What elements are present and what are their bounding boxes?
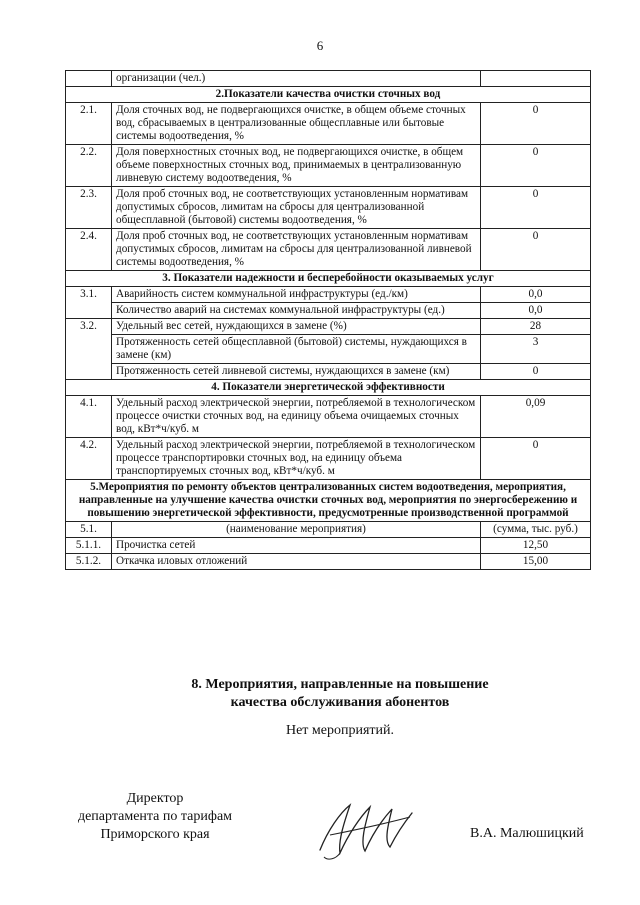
table-row bbox=[66, 145, 591, 187]
table-row bbox=[66, 396, 591, 438]
row-value: 0 bbox=[481, 364, 591, 380]
row-number: 4.2. bbox=[66, 438, 112, 480]
page-number: 6 bbox=[316, 38, 324, 53]
section2-title: 2.Показатели качества очистки сточных вод bbox=[66, 87, 591, 103]
row-text: Протяженность сетей общесплавной (бытовой) системы, нуждающихся в замене (км) bbox=[112, 335, 481, 364]
table-row bbox=[66, 71, 591, 87]
table-row bbox=[66, 538, 591, 554]
signatory-title-line: Директор bbox=[126, 791, 184, 806]
row-number: 4.1. bbox=[66, 396, 112, 438]
section-header-row bbox=[66, 271, 591, 287]
row-number bbox=[66, 71, 112, 87]
table-row bbox=[66, 229, 591, 271]
section-header-row bbox=[66, 480, 591, 522]
row-number: 5.1.1. bbox=[66, 538, 112, 554]
column-header: (наименование мероприятия) bbox=[112, 522, 481, 538]
indicators-table bbox=[65, 70, 591, 570]
row-text: Доля поверхностных сточных вод, не подвергающихся очистке, в общем объеме поверхностных сточных вод, принимаемых в централизованную ливневую систему водоотведения, % bbox=[112, 145, 481, 187]
row-text: Протяженность сетей ливневой системы, нуждающихся в замене (км) bbox=[112, 364, 481, 380]
handwritten-signature bbox=[310, 795, 420, 865]
row-text: Количество аварий на системах коммунальной инфраструктуры (ед.) bbox=[112, 303, 481, 319]
section4-title: 4. Показатели энергетической эффективности bbox=[66, 380, 591, 396]
row-value: 0,0 bbox=[481, 287, 591, 303]
row-text: Удельный расход электрической энергии, потребляемой в технологическом процессе транспортировки сточных вод, на единицу объема транспортируемых сточных вод, кВт*ч/куб. м bbox=[112, 438, 481, 480]
row-text: Удельный вес сетей, нуждающихся в замене (%) bbox=[112, 319, 481, 335]
section-header-row bbox=[66, 380, 591, 396]
row-text: Прочистка сетей bbox=[112, 538, 481, 554]
section5-title: 5.Мероприятия по ремонту объектов централизованных систем водоотведения, мероприятия, направленные на улучшение качества очистки сточных вод, мероприятия по энергосбережению и повышению энергетической эффективности, предусмотренные производственной программой bbox=[66, 480, 591, 522]
row-value: 0 bbox=[481, 229, 591, 271]
signatory-title bbox=[55, 790, 255, 844]
section8-text: Нет мероприятий. bbox=[285, 723, 395, 738]
row-number: 5.1.2. bbox=[66, 554, 112, 570]
row-text: Доля проб сточных вод, не соответствующих установленным нормативам допустимых сбросов, лимитам на сбросы для централизованной ливневой системы водоотведения, % bbox=[112, 229, 481, 271]
table-row bbox=[66, 187, 591, 229]
section3-title: 3. Показатели надежности и бесперебойности оказываемых услуг bbox=[66, 271, 591, 287]
row-text: Аварийность систем коммунальной инфраструктуры (ед./км) bbox=[112, 287, 481, 303]
table-row bbox=[66, 335, 591, 364]
row-value: 0,09 bbox=[481, 396, 591, 438]
row-value: 0,0 bbox=[481, 303, 591, 319]
row-value: 28 bbox=[481, 319, 591, 335]
section8-heading bbox=[0, 676, 640, 712]
signatory-title-line: департамента по тарифам bbox=[77, 809, 233, 824]
row-value: 0 bbox=[481, 438, 591, 480]
row-text: Удельный расход электрической энергии, потребляемой в технологическом процессе очистки сточных вод, на единицу объема очищаемых сточных вод, кВт*ч/куб. м bbox=[112, 396, 481, 438]
table-row bbox=[66, 438, 591, 480]
row-text: Доля сточных вод, не подвергающихся очистке, в общем объеме сточных вод, сбрасываемых в централизованные общесплавные или бытовые системы водоотведения, % bbox=[112, 103, 481, 145]
row-number: 3.1. bbox=[66, 287, 112, 319]
table-row bbox=[66, 303, 591, 319]
row-value: 12,50 bbox=[481, 538, 591, 554]
section8-heading-text: 8. Мероприятия, направленные на повышение качества обслуживания абонентов bbox=[191, 677, 489, 710]
row-text: Откачка иловых отложений bbox=[112, 554, 481, 570]
row-value: 15,00 bbox=[481, 554, 591, 570]
row-value: 0 bbox=[481, 187, 591, 229]
row-number: 5.1. bbox=[66, 522, 112, 538]
row-number: 2.4. bbox=[66, 229, 112, 271]
table-row bbox=[66, 103, 591, 145]
column-header: (сумма, тыс. руб.) bbox=[481, 522, 591, 538]
signatory-title-line: Приморского края bbox=[100, 827, 210, 842]
table-row bbox=[66, 287, 591, 303]
signatory-name: В.А. Малюшицкий bbox=[470, 826, 584, 841]
table-row bbox=[66, 319, 591, 335]
row-text: Доля проб сточных вод, не соответствующих установленным нормативам допустимых сбросов, лимитам на сбросы для централизованной общесплавной (бытовой) системы водоотведения, % bbox=[112, 187, 481, 229]
row-number: 2.3. bbox=[66, 187, 112, 229]
row-number: 2.1. bbox=[66, 103, 112, 145]
row-value: 0 bbox=[481, 145, 591, 187]
row-text: организации (чел.) bbox=[112, 71, 481, 87]
row-value bbox=[481, 71, 591, 87]
row-value: 0 bbox=[481, 103, 591, 145]
section-header-row bbox=[66, 87, 591, 103]
row-number: 3.2. bbox=[66, 319, 112, 380]
table-row bbox=[66, 364, 591, 380]
row-number: 2.2. bbox=[66, 145, 112, 187]
table-row bbox=[66, 554, 591, 570]
table-row bbox=[66, 522, 591, 538]
row-value: 3 bbox=[481, 335, 591, 364]
